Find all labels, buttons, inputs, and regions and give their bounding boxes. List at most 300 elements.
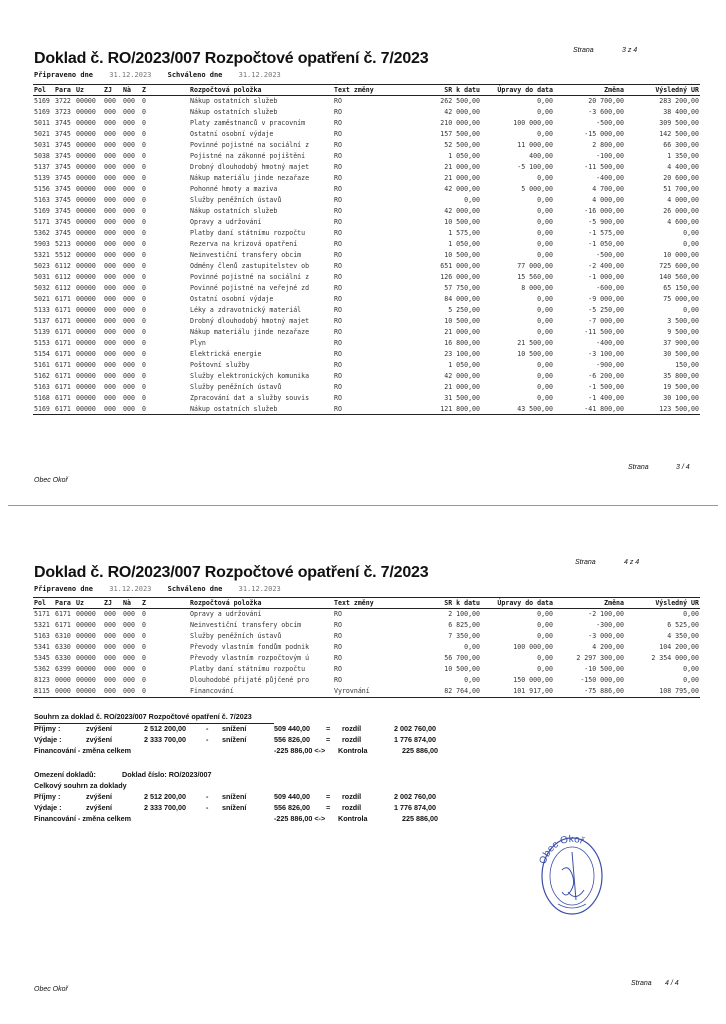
cell-para: 3723 bbox=[55, 108, 71, 117]
cell-item: Drobný dlouhodobý hmotný majet bbox=[190, 316, 310, 325]
cell-change: 20 700,00 bbox=[588, 97, 624, 106]
summary-amount2: 556 826,00 bbox=[274, 803, 310, 812]
summary-kind2: snížení bbox=[222, 735, 247, 744]
cell-sr-to-date: 1 050,00 bbox=[448, 360, 480, 369]
cell-resulting-ur: 108 795,00 bbox=[625, 686, 700, 697]
cell-resulting-ur: 20 600,00 bbox=[663, 174, 699, 183]
cell-uz: 00000 bbox=[76, 272, 96, 281]
cell-change: -41 800,00 bbox=[554, 403, 625, 414]
cell-change-text: RO bbox=[334, 97, 342, 106]
cell-para: 3745 bbox=[55, 174, 71, 183]
summary-kind2: snížení bbox=[222, 724, 247, 733]
cell-item: Pohonné hmoty a maziva bbox=[190, 185, 278, 194]
cell-zj: 000 bbox=[104, 207, 116, 216]
cell-adjustments: 101 917,00 bbox=[481, 686, 554, 697]
cell-na: 000 bbox=[123, 174, 135, 183]
cell-item: Nákup ostatních služeb bbox=[190, 108, 278, 117]
cell-item: Ostatní osobní výdaje bbox=[190, 294, 274, 303]
cell-change-text: RO bbox=[334, 360, 342, 369]
footer-org: Obec Okoř bbox=[34, 986, 68, 993]
table-row bbox=[33, 151, 700, 162]
cell-adjustments: 0,00 bbox=[537, 360, 553, 369]
document-summary bbox=[34, 712, 474, 757]
summary-row bbox=[34, 792, 474, 803]
summary-dash: - bbox=[206, 735, 209, 744]
cell-zj: 000 bbox=[104, 294, 116, 303]
cell-z: 0 bbox=[142, 294, 146, 303]
cell-para: 0000 bbox=[54, 686, 75, 697]
cell-zj: 000 bbox=[104, 338, 116, 347]
cell-pol: 5011 bbox=[34, 119, 50, 128]
cell-resulting-ur: 140 560,00 bbox=[659, 272, 699, 281]
cell-sr-to-date: 6 825,00 bbox=[448, 621, 480, 630]
cell-item: Povinné pojistné na sociální z bbox=[190, 141, 310, 150]
cell-adjustments: -5 100,00 bbox=[517, 163, 553, 172]
cell-pol: 5031 bbox=[34, 141, 50, 150]
cell-change-text: RO bbox=[333, 403, 407, 414]
cell-change-text: RO bbox=[334, 610, 342, 619]
cell-z: 0 bbox=[142, 108, 146, 117]
column-header-para: Para bbox=[54, 85, 75, 96]
cell-zj: 000 bbox=[104, 327, 116, 336]
cell-item: Služby elektronických komunika bbox=[190, 371, 310, 380]
cell-z: 0 bbox=[142, 152, 146, 161]
cell-change-text: RO bbox=[334, 119, 342, 128]
column-header-item: Rozpočtová položka bbox=[189, 85, 333, 96]
table-row bbox=[33, 293, 700, 304]
cell-sr-to-date: 42 000,00 bbox=[444, 207, 480, 216]
table-row bbox=[33, 642, 700, 653]
table-row bbox=[33, 326, 700, 337]
cell-adjustments: 0,00 bbox=[537, 654, 553, 663]
cell-zj: 000 bbox=[104, 360, 116, 369]
cell-z: 0 bbox=[141, 686, 189, 697]
control-amount: 225 886,00 bbox=[402, 746, 438, 755]
cell-resulting-ur: 0,00 bbox=[683, 229, 699, 238]
cell-pol: 8115 bbox=[33, 686, 54, 697]
cell-para: 6171 bbox=[55, 621, 71, 630]
cell-na: 000 bbox=[123, 360, 135, 369]
cell-z: 0 bbox=[142, 207, 146, 216]
table-row bbox=[33, 631, 700, 642]
cell-para: 0000 bbox=[55, 676, 71, 685]
cell-para: 6330 bbox=[55, 643, 71, 652]
summary-diff-label: rozdíl bbox=[342, 803, 362, 812]
table-row bbox=[33, 609, 700, 620]
cell-na: 000 bbox=[123, 119, 135, 128]
summary-label: Výdaje : bbox=[34, 735, 62, 744]
cell-pol: 5021 bbox=[34, 294, 50, 303]
cell-change: -600,00 bbox=[596, 283, 624, 292]
cell-change-text: RO bbox=[334, 349, 342, 358]
cell-adjustments: 0,00 bbox=[537, 251, 553, 260]
cell-z: 0 bbox=[142, 316, 146, 325]
cell-uz: 00000 bbox=[76, 229, 96, 238]
cell-resulting-ur: 0,00 bbox=[683, 665, 699, 674]
cell-change: -3 000,00 bbox=[588, 632, 624, 641]
control-amount: 225 886,00 bbox=[402, 814, 438, 823]
cell-z: 0 bbox=[142, 621, 146, 630]
cell-uz: 00000 bbox=[76, 382, 96, 391]
cell-uz: 00000 bbox=[76, 119, 96, 128]
table-row bbox=[33, 173, 700, 184]
budget-table bbox=[33, 84, 700, 415]
cell-z: 0 bbox=[142, 349, 146, 358]
cell-resulting-ur: 142 500,00 bbox=[659, 130, 699, 139]
cell-change: -400,00 bbox=[596, 338, 624, 347]
cell-change-text: RO bbox=[334, 393, 342, 402]
cell-sr-to-date: 21 000,00 bbox=[444, 174, 480, 183]
cell-na: 000 bbox=[123, 262, 135, 271]
cell-zj: 000 bbox=[104, 643, 116, 652]
cell-para: 3745 bbox=[55, 130, 71, 139]
cell-pol: 5032 bbox=[34, 283, 50, 292]
cell-z: 0 bbox=[142, 185, 146, 194]
cell-sr-to-date: 210 000,00 bbox=[440, 119, 480, 128]
cell-resulting-ur: 283 200,00 bbox=[659, 97, 699, 106]
cell-sr-to-date: 52 500,00 bbox=[444, 141, 480, 150]
cell-change: 2 297 300,00 bbox=[576, 654, 624, 663]
cell-resulting-ur: 725 600,00 bbox=[659, 262, 699, 271]
approved-label: Schváleno dne bbox=[167, 585, 223, 593]
cell-zj: 000 bbox=[104, 621, 116, 630]
cell-change-text: RO bbox=[334, 152, 342, 161]
cell-item: Neinvestiční transfery obcím bbox=[190, 621, 302, 630]
cell-adjustments: 100 000,00 bbox=[513, 119, 553, 128]
cell-pol: 5031 bbox=[34, 272, 50, 281]
cell-sr-to-date: 5 250,00 bbox=[448, 305, 480, 314]
cell-sr-to-date: 23 100,00 bbox=[444, 349, 480, 358]
summary-op: = bbox=[326, 724, 331, 733]
cell-sr-to-date: 42 000,00 bbox=[444, 108, 480, 117]
cell-item: Převody vlastním fondům podnik bbox=[190, 643, 310, 652]
cell-item: Nákup materiálu jinde nezařaze bbox=[190, 327, 310, 336]
column-header-sr-to-date: SR k datu bbox=[407, 598, 481, 609]
page-divider bbox=[8, 505, 718, 506]
cell-item: Financování bbox=[189, 686, 333, 697]
cell-change: -1 400,00 bbox=[588, 393, 624, 402]
cell-z: 0 bbox=[142, 654, 146, 663]
cell-sr-to-date: 2 100,00 bbox=[448, 610, 480, 619]
table-row bbox=[33, 392, 700, 403]
cell-change: -150 000,00 bbox=[580, 676, 624, 685]
cell-sr-to-date: 21 000,00 bbox=[444, 163, 480, 172]
cell-pol: 5341 bbox=[34, 643, 50, 652]
cell-change-text: RO bbox=[334, 371, 342, 380]
cell-na: 000 bbox=[123, 163, 135, 172]
cell-item: Zpracování dat a služby souvis bbox=[190, 393, 310, 402]
cell-pol: 5169 bbox=[34, 97, 50, 106]
cell-para: 6112 bbox=[55, 272, 71, 281]
cell-para: 6171 bbox=[55, 610, 71, 619]
cell-uz: 00000 bbox=[76, 196, 96, 205]
table-row bbox=[33, 282, 700, 293]
column-header-change-text: Text změny bbox=[333, 598, 407, 609]
summary-amount: 2 333 700,00 bbox=[144, 803, 186, 812]
official-stamp bbox=[532, 830, 612, 922]
cell-uz: 00000 bbox=[76, 393, 96, 402]
cell-adjustments: 0,00 bbox=[537, 382, 553, 391]
cell-change: 4 700,00 bbox=[592, 185, 624, 194]
cell-para: 6171 bbox=[55, 349, 71, 358]
cell-pol: 5154 bbox=[34, 349, 50, 358]
control-label: Kontrola bbox=[338, 746, 368, 755]
table-row bbox=[33, 686, 700, 697]
cell-adjustments: 0,00 bbox=[537, 196, 553, 205]
cell-uz: 00000 bbox=[76, 130, 96, 139]
cell-pol: 5362 bbox=[34, 665, 50, 674]
cell-change: -1 500,00 bbox=[588, 382, 624, 391]
cell-resulting-ur: 65 150,00 bbox=[663, 283, 699, 292]
cell-resulting-ur: 4 400,00 bbox=[667, 163, 699, 172]
cell-pol: 5162 bbox=[34, 371, 50, 380]
column-header-zj: ZJ bbox=[103, 85, 122, 96]
cell-z: 0 bbox=[142, 119, 146, 128]
cell-para: 6112 bbox=[55, 283, 71, 292]
cell-pol: 5161 bbox=[34, 360, 50, 369]
cell-change: -5 900,00 bbox=[588, 218, 624, 227]
cell-change: -3 100,00 bbox=[588, 349, 624, 358]
cell-uz: 00000 bbox=[76, 108, 96, 117]
cell-change: -1 050,00 bbox=[588, 240, 624, 249]
cell-change: -300,00 bbox=[596, 621, 624, 630]
cell-adjustments: 0,00 bbox=[537, 218, 553, 227]
cell-adjustments: 400,00 bbox=[529, 152, 553, 161]
cell-resulting-ur: 0,00 bbox=[683, 676, 699, 685]
page-indicator: 4 z 4 bbox=[624, 559, 640, 566]
cell-zj: 000 bbox=[104, 141, 116, 150]
cell-zj: 000 bbox=[104, 185, 116, 194]
cell-adjustments: 11 000,00 bbox=[517, 141, 553, 150]
cell-pol: 8123 bbox=[34, 676, 50, 685]
cell-item: Odměny členů zastupitelstev ob bbox=[190, 262, 310, 271]
cell-na: 000 bbox=[123, 130, 135, 139]
cell-z: 0 bbox=[142, 251, 146, 260]
prepared-label: Připraveno dne bbox=[34, 585, 94, 593]
cell-sr-to-date: 84 000,00 bbox=[444, 294, 480, 303]
summary-amount2: 556 826,00 bbox=[274, 735, 310, 744]
cell-z: 0 bbox=[142, 240, 146, 249]
cell-z: 0 bbox=[142, 196, 146, 205]
cell-adjustments: 0,00 bbox=[537, 610, 553, 619]
cell-zj: 000 bbox=[104, 262, 116, 271]
cell-sr-to-date: 56 700,00 bbox=[444, 654, 480, 663]
cell-z: 0 bbox=[142, 305, 146, 314]
column-header-change: Změna bbox=[554, 85, 625, 96]
cell-item: Drobný dlouhodobý hmotný majet bbox=[190, 163, 310, 172]
summary-diff-label: rozdíl bbox=[342, 792, 362, 801]
cell-adjustments: 10 500,00 bbox=[517, 349, 553, 358]
cell-pol: 5163 bbox=[34, 632, 50, 641]
cell-uz: 00000 bbox=[76, 360, 96, 369]
cell-item: Služby peněžních ústavů bbox=[190, 196, 282, 205]
cell-item: Neinvestiční transfery obcím bbox=[190, 251, 302, 260]
summary-op: = bbox=[326, 803, 331, 812]
cell-change: -2 100,00 bbox=[588, 610, 624, 619]
cell-change: -16 000,00 bbox=[584, 207, 624, 216]
cell-resulting-ur: 104 200,00 bbox=[659, 643, 699, 652]
cell-para: 6112 bbox=[55, 262, 71, 271]
cell-sr-to-date: 7 350,00 bbox=[448, 632, 480, 641]
cell-z: 0 bbox=[142, 665, 146, 674]
cell-na: 000 bbox=[123, 643, 135, 652]
cell-pol: 5171 bbox=[34, 610, 50, 619]
page-title: Doklad č. RO/2023/007 Rozpočtové opatření č. 7/2023 bbox=[34, 50, 429, 67]
cell-change: -11 500,00 bbox=[584, 327, 624, 336]
cell-change: -9 000,00 bbox=[588, 294, 624, 303]
overall-summary bbox=[34, 770, 474, 825]
cell-resulting-ur: 309 500,00 bbox=[659, 119, 699, 128]
cell-para: 3745 bbox=[55, 163, 71, 172]
cell-pol: 5139 bbox=[34, 327, 50, 336]
cell-zj: 000 bbox=[104, 119, 116, 128]
cell-change: -7 000,00 bbox=[588, 316, 624, 325]
table-row bbox=[33, 206, 700, 217]
cell-para: 3745 bbox=[55, 185, 71, 194]
cell-na: 000 bbox=[123, 207, 135, 216]
cell-pol: 5171 bbox=[34, 218, 50, 227]
summary-diff: 2 002 760,00 bbox=[394, 792, 436, 801]
cell-zj: 000 bbox=[104, 174, 116, 183]
column-header-uz: Uz bbox=[75, 85, 103, 96]
cell-change-text: RO bbox=[334, 207, 342, 216]
table-row bbox=[33, 129, 700, 140]
summary-row bbox=[34, 724, 474, 735]
cell-change: -1 575,00 bbox=[588, 229, 624, 238]
footer-page-number: 3 / 4 bbox=[676, 464, 690, 471]
cell-adjustments: 0,00 bbox=[537, 240, 553, 249]
cell-na: 000 bbox=[123, 294, 135, 303]
cell-adjustments: 0,00 bbox=[537, 207, 553, 216]
table-row bbox=[33, 304, 700, 315]
prepared-label: Připraveno dne bbox=[34, 71, 94, 79]
cell-uz: 00000 bbox=[76, 643, 96, 652]
cell-item: Platby daní státnímu rozpočtu bbox=[190, 665, 306, 674]
cell-para: 3745 bbox=[55, 207, 71, 216]
cell-change-text: RO bbox=[334, 262, 342, 271]
cell-na: 000 bbox=[123, 108, 135, 117]
cell-z: 0 bbox=[142, 262, 146, 271]
cell-item: Povinné pojistné na sociální z bbox=[190, 272, 310, 281]
cell-item: Nákup ostatních služeb bbox=[189, 403, 333, 414]
prepared-date: 31.12.2023 bbox=[109, 71, 152, 79]
cell-resulting-ur: 30 500,00 bbox=[663, 349, 699, 358]
cell-uz: 00000 bbox=[76, 676, 96, 685]
cell-sr-to-date: 10 500,00 bbox=[444, 665, 480, 674]
cell-uz: 00000 bbox=[76, 218, 96, 227]
financing-amount: -225 886,00 <-> bbox=[274, 814, 326, 823]
cell-change: -75 886,00 bbox=[554, 686, 625, 697]
cell-change-text: RO bbox=[334, 185, 342, 194]
column-header-pol: Pol bbox=[33, 85, 54, 96]
cell-na: 000 bbox=[123, 196, 135, 205]
cell-na: 000 bbox=[123, 272, 135, 281]
cell-uz: 00000 bbox=[76, 338, 96, 347]
cell-change-text: RO bbox=[334, 283, 342, 292]
cell-sr-to-date: 262 500,00 bbox=[440, 97, 480, 106]
cell-item: Pojistné na zákonné pojištění bbox=[190, 152, 306, 161]
cell-na: 000 bbox=[123, 621, 135, 630]
cell-para: 5213 bbox=[55, 240, 71, 249]
cell-uz: 00000 bbox=[76, 349, 96, 358]
summary-diff-label: rozdíl bbox=[342, 724, 362, 733]
cell-para: 3745 bbox=[55, 119, 71, 128]
table-row bbox=[33, 620, 700, 631]
cell-uz: 00000 bbox=[76, 152, 96, 161]
cell-z: 0 bbox=[142, 327, 146, 336]
column-header-resulting-ur: Výsledný UR bbox=[625, 598, 700, 609]
cell-na: 000 bbox=[123, 349, 135, 358]
cell-change-text: RO bbox=[334, 251, 342, 260]
cell-item: Dlouhodobé přijaté půjčené pro bbox=[190, 676, 310, 685]
cell-pol: 5168 bbox=[34, 393, 50, 402]
table-row bbox=[33, 140, 700, 151]
cell-item: Opravy a udržování bbox=[190, 218, 262, 227]
cell-z: 0 bbox=[142, 163, 146, 172]
cell-resulting-ur: 3 500,00 bbox=[667, 316, 699, 325]
cell-zj: 000 bbox=[104, 316, 116, 325]
cell-uz: 00000 bbox=[76, 97, 96, 106]
cell-resulting-ur: 37 900,00 bbox=[663, 338, 699, 347]
cell-resulting-ur: 51 700,00 bbox=[663, 185, 699, 194]
cell-change-text: RO bbox=[334, 621, 342, 630]
cell-item: Ostatní osobní výdaje bbox=[190, 130, 274, 139]
cell-uz: 00000 bbox=[76, 371, 96, 380]
cell-sr-to-date: 157 500,00 bbox=[440, 130, 480, 139]
cell-sr-to-date: 31 500,00 bbox=[444, 393, 480, 402]
cell-sr-to-date: 121 800,00 bbox=[407, 403, 481, 414]
summary-financing-row bbox=[34, 746, 474, 757]
cell-na: 000 bbox=[123, 152, 135, 161]
cell-na: 000 bbox=[123, 382, 135, 391]
cell-z: 0 bbox=[142, 360, 146, 369]
cell-na: 000 bbox=[123, 676, 135, 685]
cell-adjustments: 0,00 bbox=[537, 229, 553, 238]
summary-label: Příjmy : bbox=[34, 724, 61, 733]
cell-z: 0 bbox=[142, 130, 146, 139]
summary-kind: zvýšení bbox=[86, 803, 112, 812]
cell-zj: 000 bbox=[104, 393, 116, 402]
cell-z: 0 bbox=[142, 393, 146, 402]
table-row bbox=[33, 228, 700, 239]
cell-change: -400,00 bbox=[596, 174, 624, 183]
cell-para: 6171 bbox=[55, 371, 71, 380]
cell-zj: 000 bbox=[104, 632, 116, 641]
cell-na: 000 bbox=[123, 283, 135, 292]
cell-adjustments: 77 000,00 bbox=[517, 262, 553, 271]
cell-para: 6171 bbox=[55, 382, 71, 391]
cell-z: 0 bbox=[142, 272, 146, 281]
cell-change-text: RO bbox=[334, 294, 342, 303]
cell-change: 2 800,00 bbox=[592, 141, 624, 150]
summary-amount: 2 333 700,00 bbox=[144, 735, 186, 744]
cell-adjustments: 0,00 bbox=[537, 665, 553, 674]
cell-resulting-ur: 123 500,00 bbox=[625, 403, 700, 414]
cell-na: 000 bbox=[123, 654, 135, 663]
cell-change: -500,00 bbox=[596, 119, 624, 128]
cell-change-text: RO bbox=[334, 141, 342, 150]
summary-kind2: snížení bbox=[222, 792, 247, 801]
cell-change-text: RO bbox=[334, 163, 342, 172]
overall-title: Celkový souhrn za doklady bbox=[34, 781, 127, 790]
cell-na: 000 bbox=[123, 185, 135, 194]
cell-z: 0 bbox=[142, 610, 146, 619]
cell-change-text: RO bbox=[334, 130, 342, 139]
cell-zj: 000 bbox=[104, 163, 116, 172]
cell-resulting-ur: 0,00 bbox=[683, 610, 699, 619]
cell-uz: 00000 bbox=[76, 163, 96, 172]
cell-uz: 00000 bbox=[76, 632, 96, 641]
